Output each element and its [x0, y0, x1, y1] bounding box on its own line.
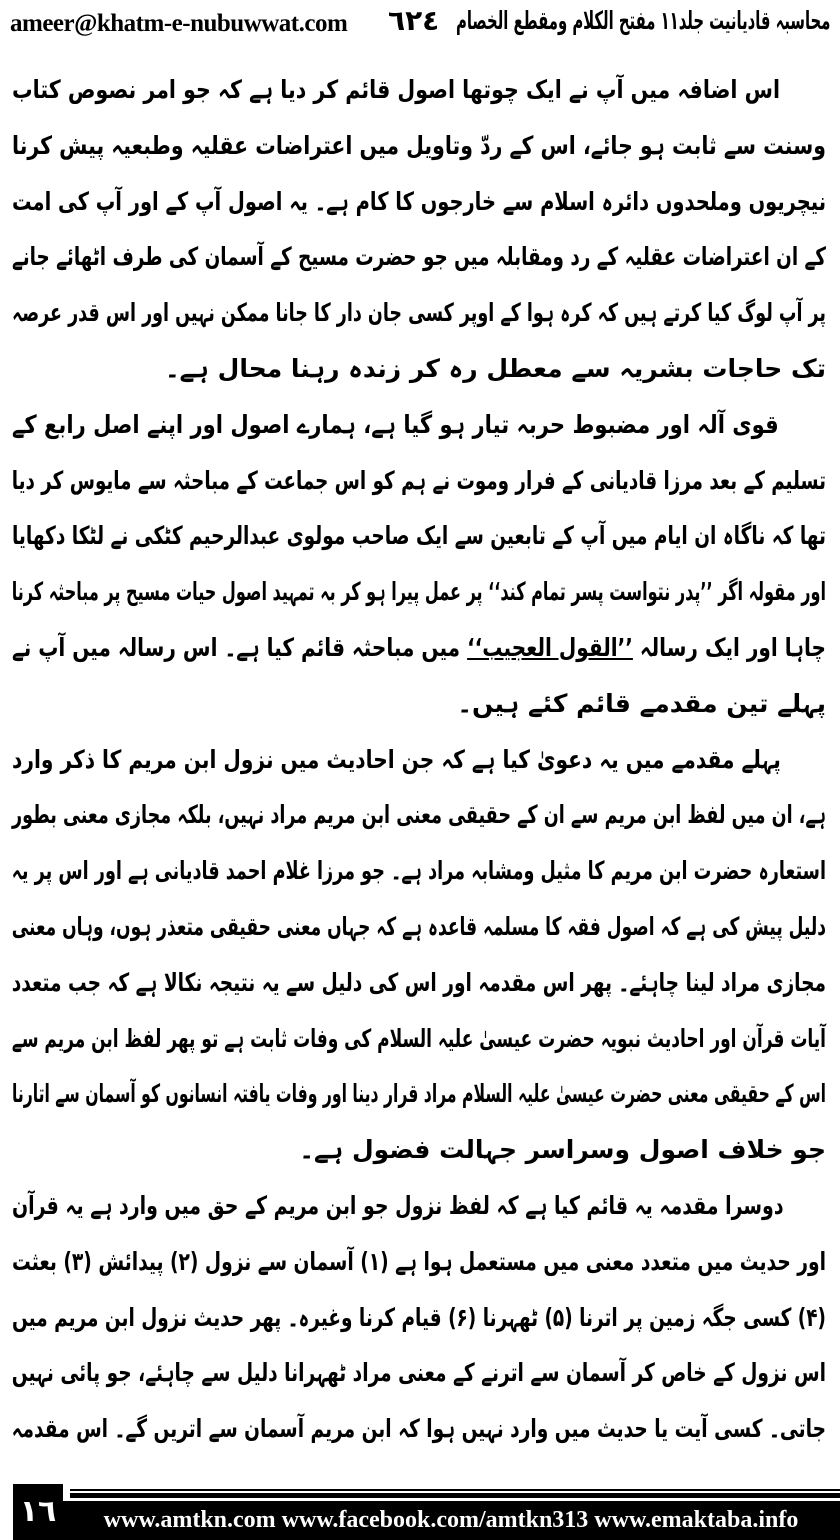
text-segment: میں مباحثہ قائم کیا ہے۔ اس رسالہ میں آپ نے [11, 632, 461, 662]
header-book-title: محاسبہ قادیانیت جلد۱۱ مفتح الکلام ومقطع الخصام [455, 6, 830, 35]
header-page-number: ٦٢٤ [388, 4, 440, 37]
document-body [12, 62, 826, 1457]
text-line: تسلیم کے بعد مرزا قادیانی کے فرار وموت نے ہم کو اس جماعت کے مباحثہ سے مایوس کر دیا [11, 465, 827, 495]
text-line: استعارہ حضرت ابن مریم کا مثیل ومشابہ مراد ہے۔ جو مرزا غلام احمد قادیانی ہے اور اس پر یہ [11, 856, 827, 886]
text-line: آیات قرآن اور احادیث نبویہ حضرت عیسیٰ علیہ السلام کی وفات ثابت ہے تو پھر لفظ ابن مریم سے [11, 1023, 827, 1053]
footer-page-number: ١٦ [13, 1484, 63, 1540]
text-line [12, 620, 826, 676]
text-line: اس نزول کے خاص کر آسمان سے اترنے کے معنی مراد ٹھہرانا دلیل سے چاہئے، جو پائی نہیں [11, 1358, 827, 1388]
text-line: اور حدیث میں متعدد معنی میں مستعمل ہوا ہے (۱) آسمان سے نزول (۲) پیدائش (۳) بعثت [11, 1246, 826, 1276]
text-line: ہے، ان میں لفظ ابن مریم سے ان کے حقیقی معنی ابن مریم مراد نہیں، بلکہ مجازی معنی بطور [11, 800, 827, 830]
text-line: اور مقولہ اگر ’’پدر نتواست پسر تمام کند‘‘ پر عمل پیرا ہو کر بہ تمہید اصول حیات مسیح پر مباحثہ کرنا [11, 577, 827, 607]
text-segment: چاہا اور ایک رسالہ [639, 632, 826, 662]
text-line: پہلے تین مقدمے قائم کئے ہیں۔ [457, 688, 826, 718]
text-line: (۴) کسی جگہ زمین پر اترنا (۵) ٹھہرنا (۶) قیام کرنا وغیرہ۔ پھر حدیث نزول ابن مریم میں [12, 1302, 826, 1332]
text-line: اس اضافہ میں آپ نے ایک چوتھا اصول قائم کر دیا ہے کہ جو امر نصوص کتاب [11, 75, 781, 104]
text-line: اس کے حقیقی معنی حضرت عیسیٰ علیہ السلام مراد قرار دینا اور وفات یافتہ انسانوں کو آسمان سے اتارنا [11, 1079, 826, 1109]
footer-rule [70, 1493, 840, 1498]
text-line: کے ان اعتراضات عقلیہ کے رد ومقابلہ میں جو حضرت مسیح کے آسمان کی طرف اٹھائے جانے [11, 242, 826, 272]
text-line: پہلے مقدمے میں یہ دعویٰ کیا ہے کہ جن احادیث میں نزول ابن مریم کا ذکر وارد [12, 744, 781, 774]
text-line: تھا کہ ناگاہ ان ایام میں آپ کے تابعین سے ایک صاحب مولوی عبدالرحیم کٹکی نے لٹکا دکھایا [11, 521, 826, 551]
page-header [0, 0, 840, 52]
text-line: پر آپ لوگ کیا کرتے ہیں کہ کرہ ہوا کے اوپر کسی جان دار کا جانا ممکن نہیں اور اس قدر عرصہ [12, 298, 826, 328]
text-line: وسنت سے ثابت ہو جائے، اس کے ردّ وتاویل میں اعتراضات عقلیہ وطبعیہ پیش کرنا [12, 130, 826, 160]
text-line: تک حاجات بشریہ سے معطل رہ کر زندہ رہنا محال ہے۔ [164, 353, 826, 383]
text-line: دلیل پیش کی ہے کہ اصول فقہ کا مسلمہ قاعدہ ہے کہ جہاں معنی حقیقی متعذر ہوں، وہاں معنی [11, 911, 827, 941]
header-email: ameer@khatm-e-nubuwwat.com [10, 10, 348, 37]
text-line: قوی آلہ اور مضبوط حربہ تیار ہو گیا ہے، ہمارے اصول اور اپنے اصل رابع کے [11, 409, 779, 439]
footer-links: www.amtkn.com www.facebook.com/amtkn313 www.emaktaba.info [62, 1501, 840, 1540]
text-line: مجازی مراد لینا چاہئے۔ پھر اس مقدمہ اور اس کی دلیل سے یہ نتیجہ نکالا ہے کہ جب متعدد [11, 967, 826, 997]
text-line: دوسرا مقدمہ یہ قائم کیا ہے کہ لفظ نزول جو ابن مریم کے حق میں وارد ہے یہ قرآن [11, 1190, 784, 1220]
text-line: جاتی۔ کسی آیت یا حدیث میں وارد نہیں ہوا کہ ابن مریم آسمان سے اتریں گے۔ اس مقدمہ [11, 1414, 826, 1444]
text-line: نیچریوں وملحدوں دائرہ اسلام سے خارجوں کا کام ہے۔ یہ اصول آپ کے اور آپ کی امت [11, 186, 826, 216]
footer-rule [70, 1489, 840, 1491]
text-line: جو خلاف اصول وسراسر جہالت فضول ہے۔ [299, 1135, 826, 1165]
underlined-book-title: ’’القول العجیب‘‘ [467, 632, 633, 662]
